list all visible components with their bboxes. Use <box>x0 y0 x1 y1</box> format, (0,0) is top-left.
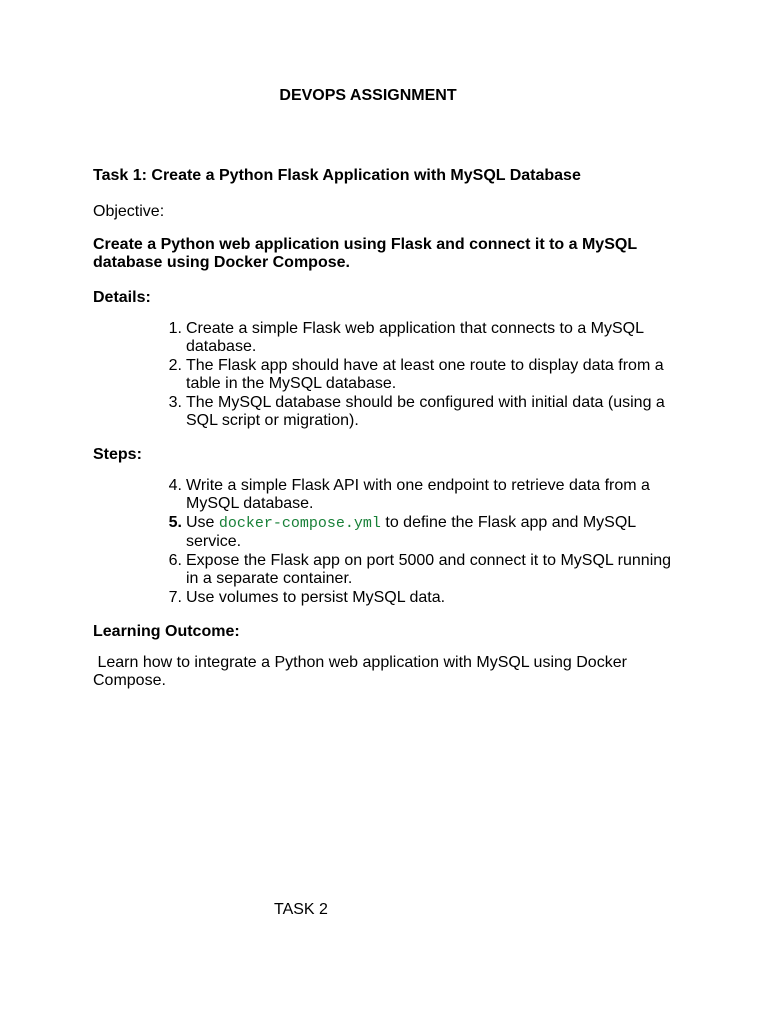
code-filename: docker-compose.yml <box>218 515 381 532</box>
list-item-text: The Flask app should have at least one route to display data from a table in the MySQL database. <box>186 357 664 392</box>
details-heading: Details: <box>93 289 151 306</box>
list-item-number: 7. <box>168 589 182 606</box>
list-item-suffix: to define the Flask app and MySQL service. <box>186 514 636 550</box>
list-item-number: 4. <box>168 477 182 494</box>
list-item-text: Create a simple Flask web application that connects to a MySQL database. <box>186 320 644 355</box>
list-item-number: 2. <box>168 357 182 374</box>
objective-label: Objective: <box>93 203 165 220</box>
details-list <box>93 320 683 430</box>
list-item-number: 3. <box>168 394 182 411</box>
learning-outcome-heading: Learning Outcome: <box>93 623 240 640</box>
list-item-text: Use volumes to persist MySQL data. <box>186 589 446 606</box>
list-item-number: 6. <box>168 552 182 569</box>
list-item <box>168 477 683 513</box>
task1-section <box>93 166 683 690</box>
list-item <box>168 552 683 588</box>
list-item-text: Expose the Flask app on port 5000 and connect it to MySQL running in a separate container. <box>186 552 672 587</box>
document-title: DEVOPS ASSIGNMENT <box>279 87 457 104</box>
objective-text: Create a Python web application using Flask and connect it to a MySQL database using Docker Compose. <box>93 236 637 271</box>
list-item <box>168 589 683 607</box>
steps-heading: Steps: <box>93 446 142 463</box>
learning-outcome-text: Learn how to integrate a Python web application with MySQL using Docker Compose. <box>93 654 632 689</box>
list-item-prefix: Use <box>186 514 219 531</box>
task1-heading: Task 1: Create a Python Flask Application with MySQL Database <box>93 167 581 184</box>
list-item <box>168 320 683 356</box>
list-item <box>168 394 683 430</box>
list-item <box>168 357 683 393</box>
list-item-text: The MySQL database should be configured with initial data (using a SQL script or migration). <box>186 394 665 429</box>
task2-label: TASK 2 <box>274 901 328 918</box>
list-item <box>168 514 683 551</box>
list-item-text: Write a simple Flask API with one endpoint to retrieve data from a MySQL database. <box>186 477 650 512</box>
list-item-number: 1. <box>168 320 182 337</box>
list-item-number: 5. <box>168 514 182 531</box>
steps-list <box>93 477 683 607</box>
